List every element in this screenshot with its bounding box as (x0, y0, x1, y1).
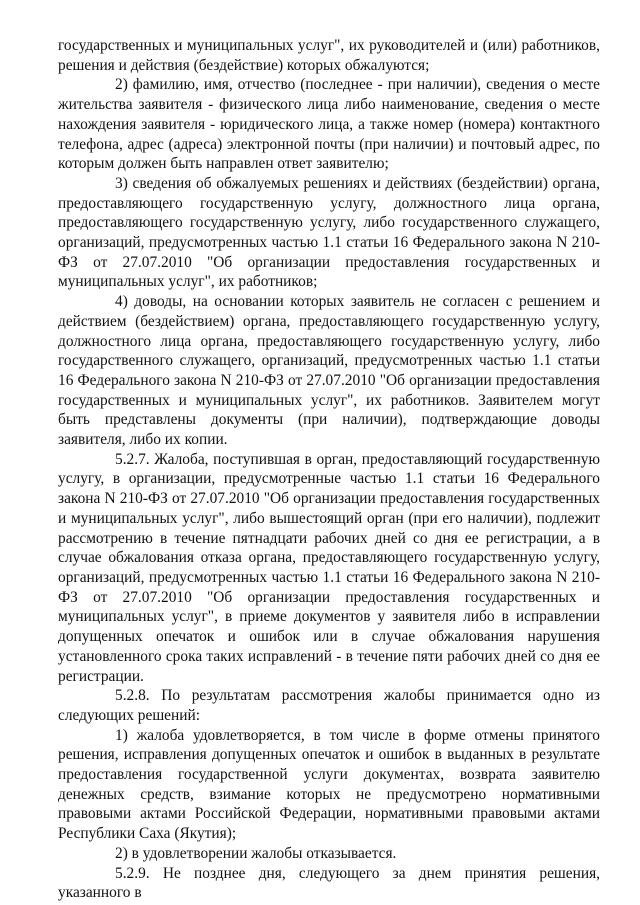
paragraph-5-2-8: 5.2.8. По результатам рассмотрения жалобы принимается одно из следующих решений: (58, 687, 600, 724)
paragraph-decision-2: 2) в удовлетворении жалобы отказывается. (115, 844, 397, 862)
document-page (58, 36, 600, 903)
paragraph-item-4: 4) доводы, на основании которых заявитель не согласен с решением и действием (бездействием) органа, предоставляющего государственную услугу, должностного лица органа, предоставляющего государственную услугу, либо государственного служащего, организаций, предусмотренных частью 1.1 статьи 16 Федерального закона N 210-ФЗ от 27.07.2010 "Об организации предоставления государственных и муниципальных услуг", их работников. Заявителем могут быть представлены документы (при наличии), подтверждающие доводы заявителя, либо их копии. (58, 293, 600, 449)
paragraph-continuation: государственных и муниципальных услуг", их руководителей и (или) работников, решения и действия (бездействие) которых обжалуются; (58, 37, 600, 74)
paragraph-item-3: 3) сведения об обжалуемых решениях и действиях (бездействии) органа, предоставляющего государственную услугу, должностного лица органа, предоставляющего государственную услугу, либо государственного служащего, организаций, предусмотренных частью 1.1 статьи 16 Федерального закона N 210-ФЗ от 27.07.2010 "Об организации предоставления государственных и муниципальных услуг", их работников; (58, 174, 600, 291)
paragraph-5-2-9: 5.2.9. Не позднее дня, следующего за днем принятия решения, указанного в (58, 864, 600, 902)
paragraph-decision-1: 1) жалоба удовлетворяется, в том числе в форме отмены принятого решения, исправления допущенных опечаток и ошибок в выданных в результате предоставления государственной услуги документах, возврата заявителю денежных средств, взимание которых не предусмотрено нормативными правовыми актами Российской Федерации, нормативными правовыми актами Республики Саха (Якутия); (58, 726, 600, 843)
paragraph-item-2: 2) фамилию, имя, отчество (последнее - при наличии), сведения о месте жительства заявителя - физического лица либо наименование, сведения о месте нахождения заявителя - юридического лица, а также номер (номера) контактного телефона, адрес (адреса) электронной почты (при наличии) и почтовый адрес, по которым должен быть направлен ответ заявителю; (58, 76, 600, 173)
paragraph-5-2-7: 5.2.7. Жалоба, поступившая в орган, предоставляющий государственную услугу, в организации, предусмотренные частью 1.1 статьи 16 Федерального закона N 210-ФЗ от 27.07.2010 "Об организации предоставления государственных и муниципальных услуг", либо вышестоящий орган (при его наличии), подлежит рассмотрению в течение пятнадцати рабочих дней со дня ее регистрации, а в случае обжалования отказа органа, предоставляющего государственную услугу, организаций, предусмотренных частью 1.1 статьи 16 Федерального закона N 210-ФЗ от 27.07.2010 "Об организации предоставления государственных и муниципальных услуг", в приеме документов у заявителя либо в исправлении допущенных опечаток и ошибок или в случае обжалования нарушения установленного срока таких исправлений - в течение пяти рабочих дней со дня ее регистрации. (58, 450, 600, 685)
